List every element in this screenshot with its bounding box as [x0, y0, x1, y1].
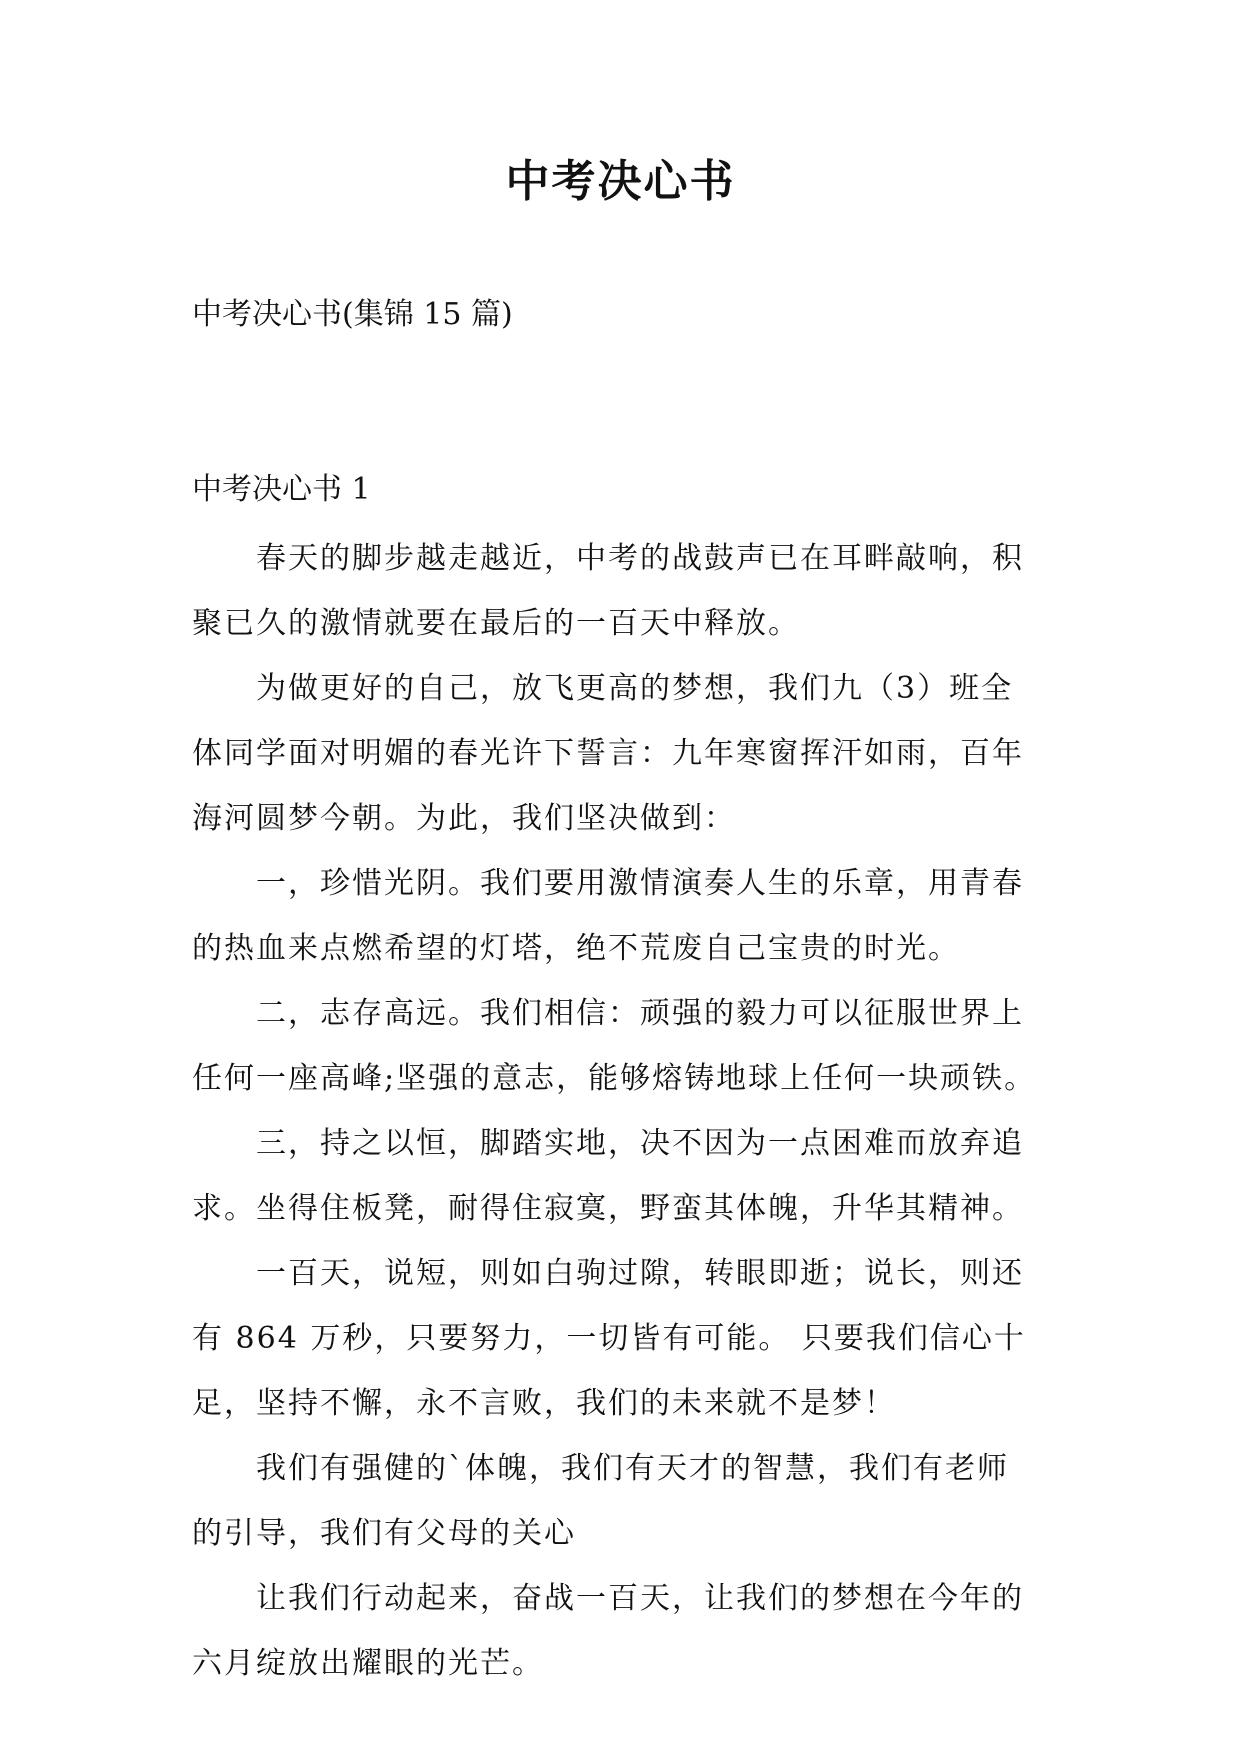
paragraph-line: 让我们行动起来，奋战一百天，让我们的梦想在今年的: [256, 1581, 1024, 1616]
paragraph: [192, 1241, 1072, 1436]
paragraph-line: 体同学面对明媚的春光许下誓言：九年寒窗挥汗如雨，百年: [192, 736, 1024, 771]
paragraph: [192, 981, 1072, 1111]
paragraph-line: 六月绽放出耀眼的光芒。: [192, 1646, 544, 1681]
paragraph-line: 一百天，说短，则如白驹过隙，转眼即逝；说长，则还: [256, 1256, 1024, 1291]
paragraph-line: 春天的脚步越走越近，中考的战鼓声已在耳畔敲响，积: [256, 541, 1024, 576]
paragraph-line: 一，珍惜光阴。我们要用激情演奏人生的乐章，用青春: [256, 866, 1024, 901]
paragraph-line: 海河圆梦今朝。为此，我们坚决做到：: [192, 801, 736, 836]
paragraph: [192, 1111, 1072, 1241]
body-text: [192, 526, 1072, 1696]
paragraph-line: 求。坐得住板凳，耐得住寂寞，野蛮其体魄，升华其精神。: [192, 1191, 1024, 1226]
section-heading: 中考决心书 1: [192, 472, 371, 507]
paragraph: [192, 656, 1072, 851]
document-subtitle: 中考决心书(集锦 15 篇): [192, 297, 513, 332]
paragraph-line: 足，坚持不懈，永不言败，我们的未来就不是梦！: [192, 1386, 896, 1421]
paragraph: [192, 1436, 1072, 1566]
paragraph-line: 任何一座高峰;坚强的意志，能够熔铸地球上任何一块顽铁。: [192, 1061, 1037, 1096]
paragraph: [192, 851, 1072, 981]
paragraph-line: 二，志存高远。我们相信：顽强的毅力可以征服世界上: [256, 996, 1024, 1031]
paragraph-line: 为做更好的自己，放飞更高的梦想，我们九（3）班全: [256, 671, 1014, 706]
paragraph-line: 三，持之以恒，脚踏实地，决不因为一点困难而放弃追: [256, 1126, 1024, 1161]
paragraph: [192, 1566, 1072, 1696]
document-title: 中考决心书: [505, 156, 736, 207]
paragraph-line: 有 864 万秒，只要努力，一切皆有可能。 只要我们信心十: [192, 1321, 1026, 1356]
paragraph-line: 我们有强健的`体魄，我们有天才的智慧，我们有老师: [256, 1451, 1009, 1486]
paragraph-line: 聚已久的激情就要在最后的一百天中释放。: [192, 606, 800, 641]
paragraph: [192, 526, 1072, 656]
paragraph-line: 的引导，我们有父母的关心: [192, 1516, 576, 1551]
paragraph-line: 的热血来点燃希望的灯塔，绝不荒废自己宝贵的时光。: [192, 931, 960, 966]
